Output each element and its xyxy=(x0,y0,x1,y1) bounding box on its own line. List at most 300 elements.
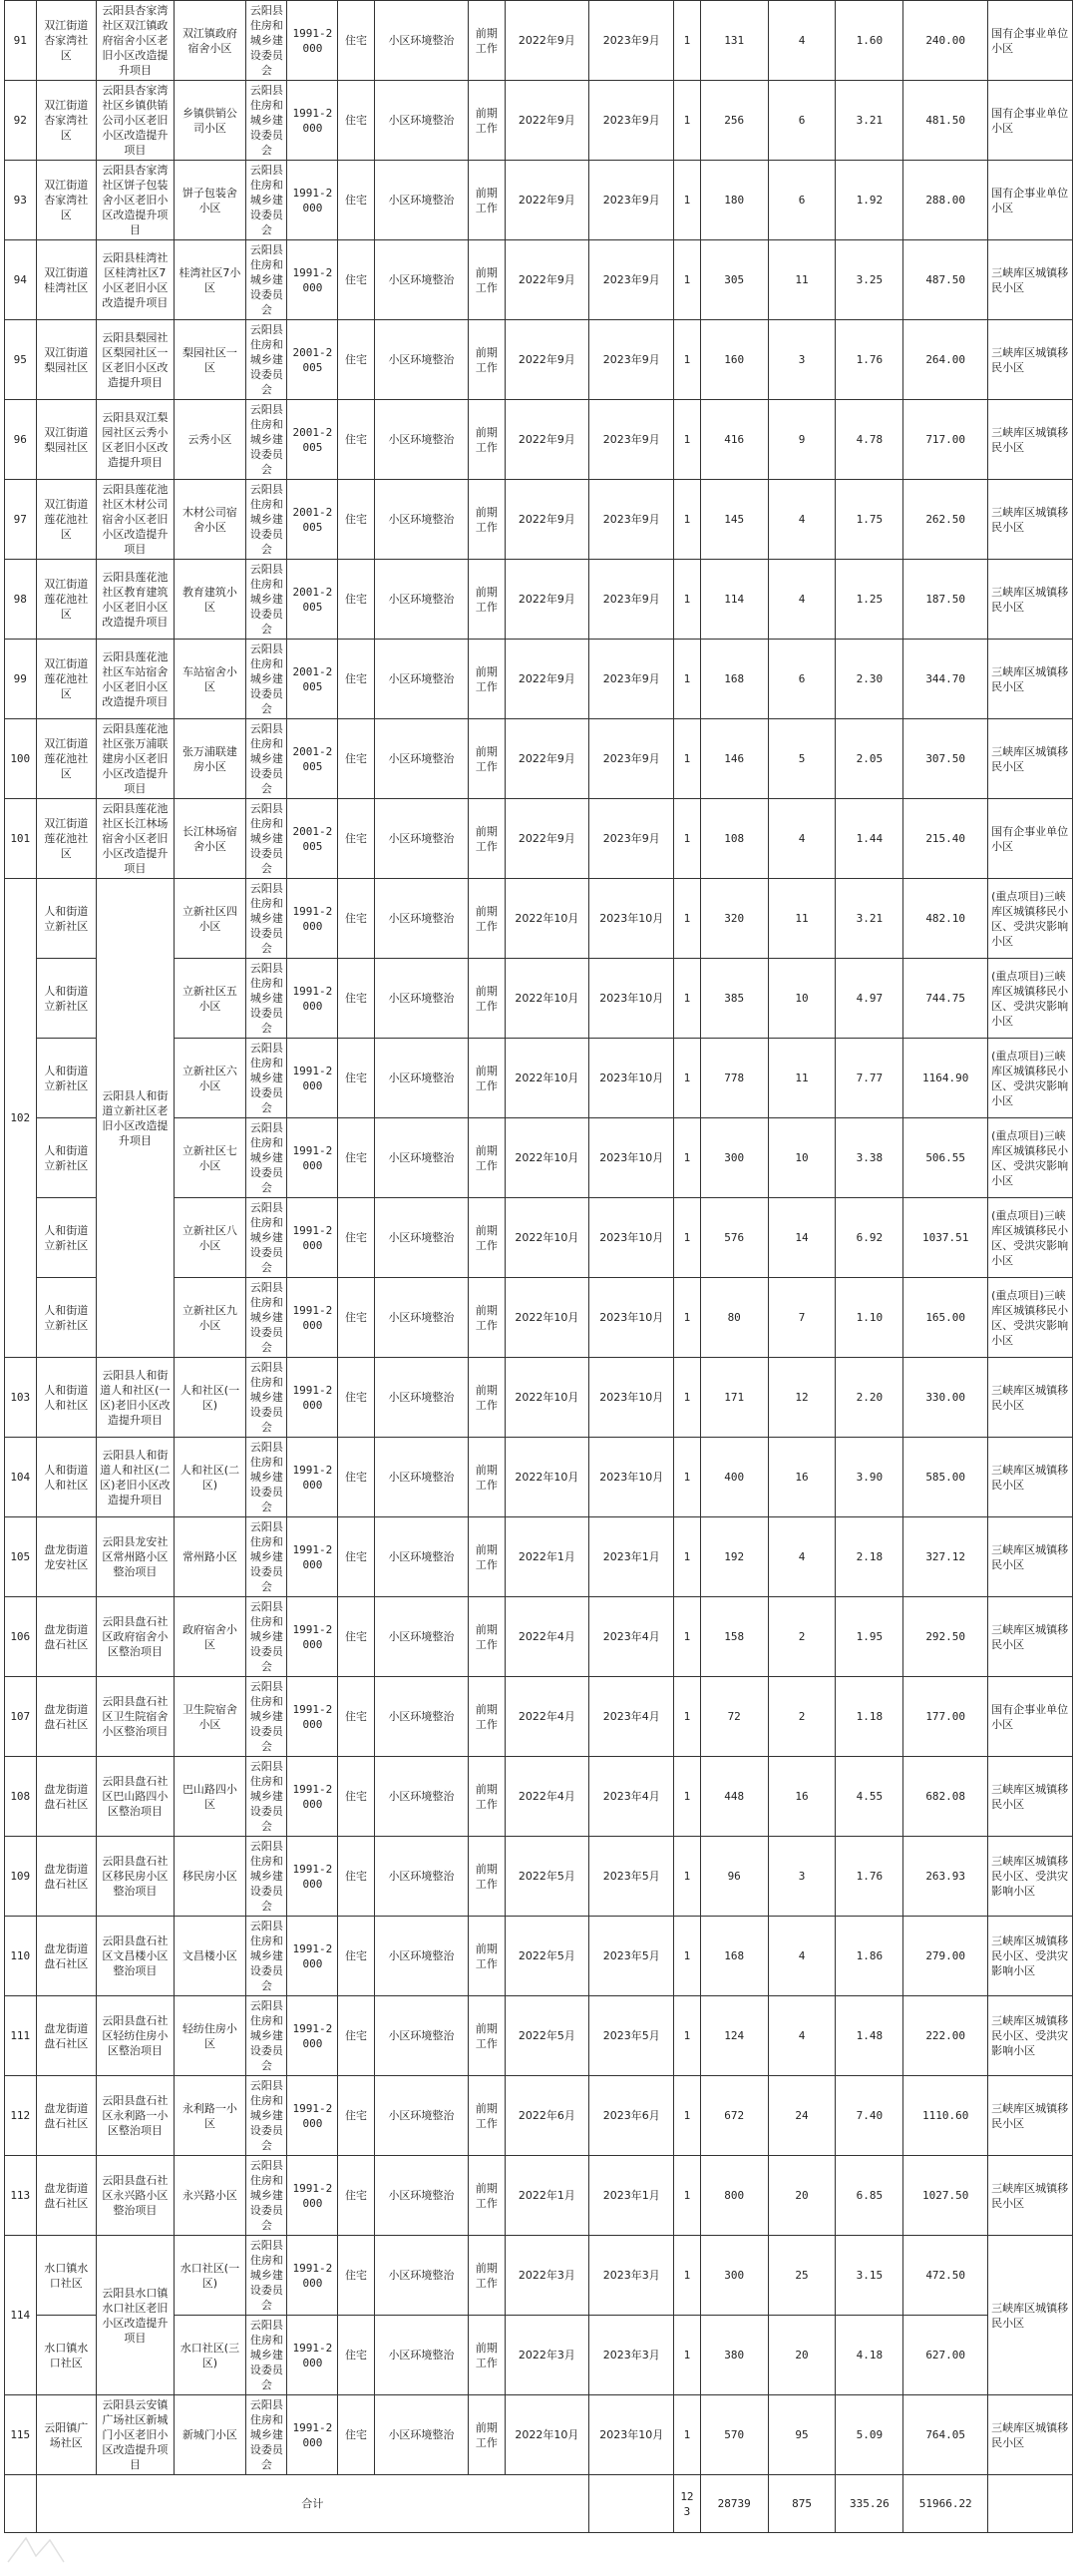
invest-cell: 1164.90 xyxy=(903,1039,988,1118)
content-cell: 小区环境整治 xyxy=(374,879,469,959)
end-cell: 2023年5月 xyxy=(589,1837,674,1917)
years-cell: 1991-2000 xyxy=(287,240,338,320)
project-cell: 云阳县人和街道立新社区老旧小区改造提升项目 xyxy=(97,879,175,1358)
note-cell: 国有企事业单位小区 xyxy=(988,161,1073,240)
buildings-cell: 20 xyxy=(768,2316,836,2395)
seq-cell: 99 xyxy=(5,640,37,719)
community-cell: 轻纺住房小区 xyxy=(174,1996,246,2076)
content-cell: 小区环境整治 xyxy=(374,1118,469,1198)
street-cell: 水口镇水口社区 xyxy=(36,2316,97,2395)
dept-cell: 云阳县住房和城乡建设委员会 xyxy=(246,640,287,719)
content-cell: 小区环境整治 xyxy=(374,2156,469,2236)
start-cell: 2022年10月 xyxy=(505,1438,589,1517)
seq-cell: 104 xyxy=(5,1438,37,1517)
households-cell: 158 xyxy=(700,1597,768,1677)
note-cell: (重点项目)三峡库区城镇移民小区、受洪灾影响小区 xyxy=(988,959,1073,1039)
content-cell: 小区环境整治 xyxy=(374,1597,469,1677)
street-cell: 双江街道莲花池社区 xyxy=(36,719,97,799)
street-cell: 盘龙街道盘石社区 xyxy=(36,1837,97,1917)
street-cell: 盘龙街道盘石社区 xyxy=(36,2156,97,2236)
seq-cell: 108 xyxy=(5,1757,37,1837)
end-cell: 2023年1月 xyxy=(589,2156,674,2236)
buildings-cell: 11 xyxy=(768,1039,836,1118)
end-cell: 2023年10月 xyxy=(589,1118,674,1198)
use-cell: 住宅 xyxy=(338,719,374,799)
stage-cell: 前期工作 xyxy=(469,480,505,560)
use-cell: 住宅 xyxy=(338,1438,374,1517)
dept-cell: 云阳县住房和城乡建设委员会 xyxy=(246,1278,287,1358)
households-cell: 171 xyxy=(700,1358,768,1438)
table-row xyxy=(5,2475,1073,2533)
seq-cell: 109 xyxy=(5,1837,37,1917)
note-cell: 三峡库区城镇移民小区 xyxy=(988,1757,1073,1837)
area-cell: 3.15 xyxy=(836,2236,903,2316)
street-cell: 双江街道梨园社区 xyxy=(36,320,97,400)
project-cell: 云阳县莲花池社区张万浦联建房小区老旧小区改造提升项目 xyxy=(97,719,175,799)
years-cell: 1991-2000 xyxy=(287,2156,338,2236)
invest-cell: 288.00 xyxy=(903,161,988,240)
stage-cell: 前期工作 xyxy=(469,1597,505,1677)
table-row xyxy=(5,1597,1073,1677)
use-cell: 住宅 xyxy=(338,799,374,879)
years-cell: 2001-2005 xyxy=(287,640,338,719)
invest-cell: 292.50 xyxy=(903,1597,988,1677)
stage-cell: 前期工作 xyxy=(469,719,505,799)
invest-cell: 262.50 xyxy=(903,480,988,560)
start-cell: 2022年1月 xyxy=(505,1517,589,1597)
table-row xyxy=(5,879,1073,959)
seq-cell: 103 xyxy=(5,1358,37,1438)
invest-cell: 481.50 xyxy=(903,81,988,161)
seq-cell: 101 xyxy=(5,799,37,879)
dept-cell: 云阳县住房和城乡建设委员会 xyxy=(246,1837,287,1917)
end-cell: 2023年4月 xyxy=(589,1597,674,1677)
stage-cell: 前期工作 xyxy=(469,81,505,161)
dept-cell: 云阳县住房和城乡建设委员会 xyxy=(246,2156,287,2236)
n1-cell: 1 xyxy=(674,879,701,959)
buildings-cell: 3 xyxy=(768,1837,836,1917)
project-cell: 云阳县杏家湾社区双江镇政府宿舍小区老旧小区改造提升项目 xyxy=(97,1,175,81)
dept-cell: 云阳县住房和城乡建设委员会 xyxy=(246,1757,287,1837)
years-cell: 2001-2005 xyxy=(287,719,338,799)
invest-cell: 263.93 xyxy=(903,1837,988,1917)
end-cell: 2023年1月 xyxy=(589,1517,674,1597)
invest-cell: 279.00 xyxy=(903,1917,988,1996)
content-cell: 小区环境整治 xyxy=(374,1677,469,1757)
use-cell: 住宅 xyxy=(338,2316,374,2395)
area-cell: 1.44 xyxy=(836,799,903,879)
street-cell: 人和街道立新社区 xyxy=(36,1278,97,1358)
end-cell: 2023年9月 xyxy=(589,640,674,719)
street-cell: 盘龙街道盘石社区 xyxy=(36,2076,97,2156)
dept-cell: 云阳县住房和城乡建设委员会 xyxy=(246,240,287,320)
stage-cell: 前期工作 xyxy=(469,1198,505,1278)
n1-cell: 1 xyxy=(674,2316,701,2395)
note-cell: 国有企事业单位小区 xyxy=(988,1,1073,81)
start-cell: 2022年9月 xyxy=(505,719,589,799)
content-cell: 小区环境整治 xyxy=(374,2395,469,2475)
use-cell: 住宅 xyxy=(338,879,374,959)
seq-cell: 97 xyxy=(5,480,37,560)
stage-cell: 前期工作 xyxy=(469,560,505,640)
start-cell: 2022年10月 xyxy=(505,1358,589,1438)
community-cell: 人和社区(一区) xyxy=(174,1358,246,1438)
stage-cell: 前期工作 xyxy=(469,1517,505,1597)
start-cell: 2022年9月 xyxy=(505,240,589,320)
area-cell: 3.25 xyxy=(836,240,903,320)
table-row xyxy=(5,1757,1073,1837)
total-households-cell: 28739 xyxy=(700,2475,768,2533)
dept-cell: 云阳县住房和城乡建设委员会 xyxy=(246,81,287,161)
buildings-cell: 16 xyxy=(768,1438,836,1517)
stage-cell: 前期工作 xyxy=(469,879,505,959)
stage-cell: 前期工作 xyxy=(469,1837,505,1917)
buildings-cell: 10 xyxy=(768,1118,836,1198)
use-cell: 住宅 xyxy=(338,560,374,640)
dept-cell: 云阳县住房和城乡建设委员会 xyxy=(246,1118,287,1198)
end-cell: 2023年10月 xyxy=(589,1198,674,1278)
community-cell: 立新社区六小区 xyxy=(174,1039,246,1118)
seq-cell: 105 xyxy=(5,1517,37,1597)
years-cell: 1991-2000 xyxy=(287,1597,338,1677)
note-cell: 三峡库区城镇移民小区 xyxy=(988,400,1073,480)
start-cell: 2022年9月 xyxy=(505,480,589,560)
project-cell: 云阳县梨园社区梨园社区一区老旧小区改造提升项目 xyxy=(97,320,175,400)
street-cell: 人和街道立新社区 xyxy=(36,879,97,959)
area-cell: 1.60 xyxy=(836,1,903,81)
blank-cell xyxy=(589,2475,674,2533)
note-cell: 国有企事业单位小区 xyxy=(988,799,1073,879)
seq-cell: 91 xyxy=(5,1,37,81)
buildings-cell: 5 xyxy=(768,719,836,799)
end-cell: 2023年9月 xyxy=(589,1,674,81)
street-cell: 人和街道立新社区 xyxy=(36,1118,97,1198)
note-cell: 三峡库区城镇移民小区 xyxy=(988,640,1073,719)
community-cell: 饼子包装舍小区 xyxy=(174,161,246,240)
table-row xyxy=(5,1358,1073,1438)
dept-cell: 云阳县住房和城乡建设委员会 xyxy=(246,1438,287,1517)
start-cell: 2022年10月 xyxy=(505,1039,589,1118)
table-row xyxy=(5,1677,1073,1757)
start-cell: 2022年9月 xyxy=(505,799,589,879)
area-cell: 1.10 xyxy=(836,1278,903,1358)
note-cell: 三峡库区城镇移民小区、受洪灾影响小区 xyxy=(988,1996,1073,2076)
project-cell: 云阳县莲花池社区车站宿舍小区老旧小区改造提升项目 xyxy=(97,640,175,719)
use-cell: 住宅 xyxy=(338,320,374,400)
dept-cell: 云阳县住房和城乡建设委员会 xyxy=(246,1039,287,1118)
seq-cell: 114 xyxy=(5,2236,37,2395)
stage-cell: 前期工作 xyxy=(469,1917,505,1996)
n1-cell: 1 xyxy=(674,2395,701,2475)
use-cell: 住宅 xyxy=(338,1837,374,1917)
project-cell: 云阳县水口镇水口社区老旧小区改造提升项目 xyxy=(97,2236,175,2395)
seq-cell: 96 xyxy=(5,400,37,480)
stage-cell: 前期工作 xyxy=(469,2316,505,2395)
use-cell: 住宅 xyxy=(338,81,374,161)
content-cell: 小区环境整治 xyxy=(374,1757,469,1837)
content-cell: 小区环境整治 xyxy=(374,1917,469,1996)
street-cell: 水口镇水口社区 xyxy=(36,2236,97,2316)
households-cell: 800 xyxy=(700,2156,768,2236)
households-cell: 108 xyxy=(700,799,768,879)
note-cell: 三峡库区城镇移民小区 xyxy=(988,240,1073,320)
project-cell: 云阳县桂湾社区桂湾社区7小区老旧小区改造提升项目 xyxy=(97,240,175,320)
blank-cell xyxy=(988,2475,1073,2533)
table-row xyxy=(5,400,1073,480)
dept-cell: 云阳县住房和城乡建设委员会 xyxy=(246,1517,287,1597)
households-cell: 416 xyxy=(700,400,768,480)
area-cell: 1.92 xyxy=(836,161,903,240)
total-invest-cell: 51966.22 xyxy=(903,2475,988,2533)
dept-cell: 云阳县住房和城乡建设委员会 xyxy=(246,2316,287,2395)
use-cell: 住宅 xyxy=(338,1597,374,1677)
households-cell: 300 xyxy=(700,1118,768,1198)
end-cell: 2023年10月 xyxy=(589,959,674,1039)
stage-cell: 前期工作 xyxy=(469,2236,505,2316)
use-cell: 住宅 xyxy=(338,1917,374,1996)
households-cell: 168 xyxy=(700,1917,768,1996)
invest-cell: 264.00 xyxy=(903,320,988,400)
years-cell: 1991-2000 xyxy=(287,1917,338,1996)
end-cell: 2023年9月 xyxy=(589,799,674,879)
area-cell: 1.95 xyxy=(836,1597,903,1677)
content-cell: 小区环境整治 xyxy=(374,1039,469,1118)
note-cell: 三峡库区城镇移民小区 xyxy=(988,2236,1073,2395)
years-cell: 1991-2000 xyxy=(287,1039,338,1118)
table-row xyxy=(5,320,1073,400)
years-cell: 1991-2000 xyxy=(287,1996,338,2076)
community-cell: 新城门小区 xyxy=(174,2395,246,2475)
households-cell: 576 xyxy=(700,1198,768,1278)
invest-cell: 472.50 xyxy=(903,2236,988,2316)
n1-cell: 1 xyxy=(674,480,701,560)
seq-cell: 111 xyxy=(5,1996,37,2076)
project-cell: 云阳县杏家湾社区饼子包装舍小区老旧小区改造提升项目 xyxy=(97,161,175,240)
community-cell: 水口社区(三区) xyxy=(174,2316,246,2395)
dept-cell: 云阳县住房和城乡建设委员会 xyxy=(246,1996,287,2076)
years-cell: 1991-2000 xyxy=(287,2236,338,2316)
end-cell: 2023年10月 xyxy=(589,1039,674,1118)
buildings-cell: 25 xyxy=(768,2236,836,2316)
street-cell: 双江街道莲花池社区 xyxy=(36,799,97,879)
community-cell: 政府宿舍小区 xyxy=(174,1597,246,1677)
stage-cell: 前期工作 xyxy=(469,1996,505,2076)
use-cell: 住宅 xyxy=(338,1996,374,2076)
buildings-cell: 14 xyxy=(768,1198,836,1278)
end-cell: 2023年4月 xyxy=(589,1757,674,1837)
buildings-cell: 16 xyxy=(768,1757,836,1837)
start-cell: 2022年5月 xyxy=(505,1917,589,1996)
start-cell: 2022年10月 xyxy=(505,1118,589,1198)
start-cell: 2022年10月 xyxy=(505,1198,589,1278)
area-cell: 7.77 xyxy=(836,1039,903,1118)
end-cell: 2023年3月 xyxy=(589,2236,674,2316)
note-cell: 三峡库区城镇移民小区 xyxy=(988,2076,1073,2156)
community-cell: 木材公司宿舍小区 xyxy=(174,480,246,560)
years-cell: 2001-2005 xyxy=(287,320,338,400)
use-cell: 住宅 xyxy=(338,2395,374,2475)
end-cell: 2023年9月 xyxy=(589,320,674,400)
start-cell: 2022年9月 xyxy=(505,81,589,161)
use-cell: 住宅 xyxy=(338,1039,374,1118)
dept-cell: 云阳县住房和城乡建设委员会 xyxy=(246,560,287,640)
table-row xyxy=(5,2236,1073,2316)
use-cell: 住宅 xyxy=(338,2236,374,2316)
use-cell: 住宅 xyxy=(338,1677,374,1757)
end-cell: 2023年9月 xyxy=(589,81,674,161)
content-cell: 小区环境整治 xyxy=(374,1,469,81)
invest-cell: 717.00 xyxy=(903,400,988,480)
n1-cell: 1 xyxy=(674,1677,701,1757)
n1-cell: 1 xyxy=(674,81,701,161)
dept-cell: 云阳县住房和城乡建设委员会 xyxy=(246,1917,287,1996)
stage-cell: 前期工作 xyxy=(469,959,505,1039)
n1-cell: 1 xyxy=(674,2156,701,2236)
end-cell: 2023年10月 xyxy=(589,1278,674,1358)
community-cell: 永兴路小区 xyxy=(174,2156,246,2236)
start-cell: 2022年4月 xyxy=(505,1757,589,1837)
note-cell: 三峡库区城镇移民小区 xyxy=(988,1438,1073,1517)
buildings-cell: 10 xyxy=(768,959,836,1039)
start-cell: 2022年4月 xyxy=(505,1677,589,1757)
dept-cell: 云阳县住房和城乡建设委员会 xyxy=(246,320,287,400)
households-cell: 448 xyxy=(700,1757,768,1837)
area-cell: 3.90 xyxy=(836,1438,903,1517)
community-cell: 永利路一小区 xyxy=(174,2076,246,2156)
n1-cell: 1 xyxy=(674,1438,701,1517)
start-cell: 2022年9月 xyxy=(505,320,589,400)
total-area-cell: 335.26 xyxy=(836,2475,903,2533)
area-cell: 2.30 xyxy=(836,640,903,719)
n1-cell: 1 xyxy=(674,799,701,879)
invest-cell: 487.50 xyxy=(903,240,988,320)
invest-cell: 344.70 xyxy=(903,640,988,719)
stage-cell: 前期工作 xyxy=(469,1,505,81)
project-cell: 云阳县盘石社区卫生院宿舍小区整治项目 xyxy=(97,1677,175,1757)
area-cell: 1.75 xyxy=(836,480,903,560)
buildings-cell: 6 xyxy=(768,640,836,719)
table-row xyxy=(5,240,1073,320)
area-cell: 4.18 xyxy=(836,2316,903,2395)
years-cell: 1991-2000 xyxy=(287,1837,338,1917)
stage-cell: 前期工作 xyxy=(469,1438,505,1517)
note-cell: (重点项目)三峡库区城镇移民小区、受洪灾影响小区 xyxy=(988,1039,1073,1118)
buildings-cell: 2 xyxy=(768,1677,836,1757)
stage-cell: 前期工作 xyxy=(469,161,505,240)
n1-cell: 1 xyxy=(674,1917,701,1996)
content-cell: 小区环境整治 xyxy=(374,1517,469,1597)
households-cell: 114 xyxy=(700,560,768,640)
content-cell: 小区环境整治 xyxy=(374,2076,469,2156)
buildings-cell: 6 xyxy=(768,81,836,161)
table-row xyxy=(5,480,1073,560)
end-cell: 2023年6月 xyxy=(589,2076,674,2156)
dept-cell: 云阳县住房和城乡建设委员会 xyxy=(246,799,287,879)
project-cell: 云阳县盘石社区移民房小区整治项目 xyxy=(97,1837,175,1917)
note-cell: (重点项目)三峡库区城镇移民小区、受洪灾影响小区 xyxy=(988,1198,1073,1278)
invest-cell: 177.00 xyxy=(903,1677,988,1757)
years-cell: 2001-2005 xyxy=(287,400,338,480)
end-cell: 2023年9月 xyxy=(589,400,674,480)
stage-cell: 前期工作 xyxy=(469,2076,505,2156)
community-cell: 移民房小区 xyxy=(174,1837,246,1917)
years-cell: 1991-2000 xyxy=(287,1358,338,1438)
note-cell: 三峡库区城镇移民小区 xyxy=(988,719,1073,799)
note-cell: (重点项目)三峡库区城镇移民小区、受洪灾影响小区 xyxy=(988,879,1073,959)
dept-cell: 云阳县住房和城乡建设委员会 xyxy=(246,2236,287,2316)
start-cell: 2022年9月 xyxy=(505,640,589,719)
note-cell: 三峡库区城镇移民小区 xyxy=(988,1358,1073,1438)
watermark-icon xyxy=(6,2534,66,2564)
use-cell: 住宅 xyxy=(338,1,374,81)
invest-cell: 165.00 xyxy=(903,1278,988,1358)
end-cell: 2023年9月 xyxy=(589,240,674,320)
community-cell: 云秀小区 xyxy=(174,400,246,480)
area-cell: 1.48 xyxy=(836,1996,903,2076)
n1-cell: 1 xyxy=(674,1278,701,1358)
start-cell: 2022年9月 xyxy=(505,560,589,640)
buildings-cell: 9 xyxy=(768,400,836,480)
invest-cell: 330.00 xyxy=(903,1358,988,1438)
street-cell: 盘龙街道盘石社区 xyxy=(36,1677,97,1757)
area-cell: 5.09 xyxy=(836,2395,903,2475)
use-cell: 住宅 xyxy=(338,480,374,560)
community-cell: 立新社区七小区 xyxy=(174,1118,246,1198)
start-cell: 2022年10月 xyxy=(505,2395,589,2475)
stage-cell: 前期工作 xyxy=(469,240,505,320)
table-row xyxy=(5,1996,1073,2076)
n1-cell: 1 xyxy=(674,240,701,320)
note-cell: 三峡库区城镇移民小区 xyxy=(988,480,1073,560)
renovation-table xyxy=(4,0,1073,2533)
end-cell: 2023年4月 xyxy=(589,1677,674,1757)
project-cell: 云阳县盘石社区文昌楼小区整治项目 xyxy=(97,1917,175,1996)
area-cell: 1.25 xyxy=(836,560,903,640)
table-row xyxy=(5,81,1073,161)
street-cell: 盘龙街道盘石社区 xyxy=(36,1597,97,1677)
invest-cell: 1037.51 xyxy=(903,1198,988,1278)
years-cell: 1991-2000 xyxy=(287,959,338,1039)
invest-cell: 627.00 xyxy=(903,2316,988,2395)
buildings-cell: 11 xyxy=(768,879,836,959)
area-cell: 4.78 xyxy=(836,400,903,480)
n1-cell: 1 xyxy=(674,719,701,799)
table-row xyxy=(5,560,1073,640)
project-cell: 云阳县龙安社区常州路小区整治项目 xyxy=(97,1517,175,1597)
project-cell: 云阳县莲花池社区长江林场宿舍小区老旧小区改造提升项目 xyxy=(97,799,175,879)
note-cell: (重点项目)三峡库区城镇移民小区、受洪灾影响小区 xyxy=(988,1278,1073,1358)
years-cell: 2001-2005 xyxy=(287,480,338,560)
use-cell: 住宅 xyxy=(338,400,374,480)
community-cell: 教育建筑小区 xyxy=(174,560,246,640)
table-row xyxy=(5,2076,1073,2156)
content-cell: 小区环境整治 xyxy=(374,1996,469,2076)
buildings-cell: 11 xyxy=(768,240,836,320)
note-cell: 三峡库区城镇移民小区 xyxy=(988,320,1073,400)
content-cell: 小区环境整治 xyxy=(374,161,469,240)
project-cell: 云阳县盘石社区永利路一小区整治项目 xyxy=(97,2076,175,2156)
project-cell: 云阳县盘石社区政府宿舍小区整治项目 xyxy=(97,1597,175,1677)
dept-cell: 云阳县住房和城乡建设委员会 xyxy=(246,719,287,799)
households-cell: 778 xyxy=(700,1039,768,1118)
use-cell: 住宅 xyxy=(338,1118,374,1198)
years-cell: 1991-2000 xyxy=(287,1438,338,1517)
stage-cell: 前期工作 xyxy=(469,640,505,719)
content-cell: 小区环境整治 xyxy=(374,560,469,640)
n1-cell: 1 xyxy=(674,1,701,81)
project-cell: 云阳县莲花池社区木材公司宿舍小区老旧小区改造提升项目 xyxy=(97,480,175,560)
households-cell: 672 xyxy=(700,2076,768,2156)
